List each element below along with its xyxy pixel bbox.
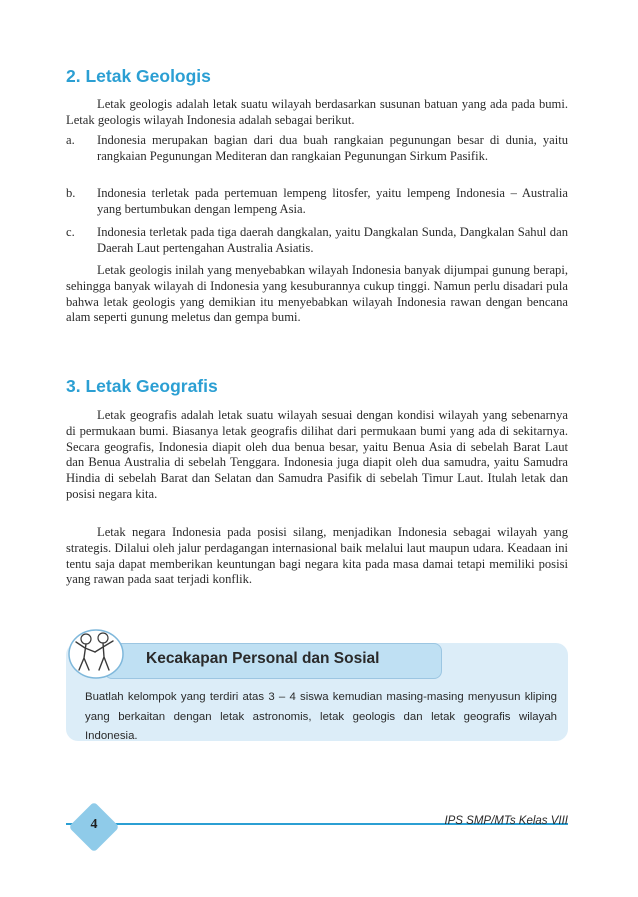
book-title: IPS SMP/MTs Kelas VIII xyxy=(444,815,568,827)
activity-text: Buatlah kelompok yang terdiri atas 3 – 4 siswa kemudian masing-masing menyusun kliping yang berkaitan dengan letak astronomis, letak geologis dan letak geografis wilayah Indonesia. xyxy=(85,691,557,742)
list-item-text: Indonesia terletak pada pertemuan lempeng litosfer, yaitu lempeng Indonesia – Australia yang bertumbukan dengan lempeng Asia. xyxy=(97,186,568,216)
list-marker: a. xyxy=(66,133,75,147)
paragraph-geografis-1: Letak geografis adalah letak suatu wilayah sesuai dengan kondisi wilayah yang sebenarnya di permukaan bumi. Biasanya letak geografis dilihat dari permukaan bumi yang ada di sekitarnya. Secara geografis, Indonesia diapit oleh dua benua besar, yaitu Benua Asia di sebelah Barat Laut dan Benua Australia di sebelah Tenggara. Indonesia juga diapit oleh dua samudra, yaitu Samudra Hindia di sebelah Barat dan Selatan dan Samudra Pasifik di sebelah Timur Laut. Itulah letak dan posisi negara kita. xyxy=(66,408,568,501)
section-heading-letak-geografis: 3. Letak Geografis xyxy=(66,376,218,396)
list-item-c xyxy=(66,225,568,257)
people-icon xyxy=(66,624,124,680)
paragraph-geologis-intro: Letak geologis adalah letak suatu wilayah berdasarkan susunan batuan yang ada pada bumi. Letak geologis wilayah Indonesia adalah sebagai berikut. xyxy=(66,97,568,127)
activity-title: Kecakapan Personal dan Sosial xyxy=(146,650,380,667)
list-item-text: Indonesia terletak pada tiga daerah dangkalan, yaitu Dangkalan Sunda, Dangkalan Sahul dan Daerah Laut pertengahan Australia Asiatis. xyxy=(97,225,568,255)
paragraph-geografis-2: Letak negara Indonesia pada posisi silang, menjadikan Indonesia sebagai wilayah yang strategis. Dilalui oleh jalur perdagangan internasional baik melalui laut maupun udara. Keadaan ini tentu saja dapat memberikan keuntungan bagi negara kita pada masa damai tetapi memiliki posisi yang rawan pada saat terjadi konflik. xyxy=(66,525,568,587)
list-marker: c. xyxy=(66,225,75,239)
section-heading-letak-geologis: 2. Letak Geologis xyxy=(66,66,211,86)
list-marker: b. xyxy=(66,186,76,200)
list-item-a xyxy=(66,133,568,165)
page-number: 4 xyxy=(90,817,98,832)
list-item-text: Indonesia merupakan bagian dari dua buah rangkaian pegunungan besar di dunia, yaitu rangkaian Pegunungan Mediteran dan rangkaian Pegunungan Sirkum Pasifik. xyxy=(97,133,568,163)
paragraph-geologis-closing: Letak geologis inilah yang menyebabkan wilayah Indonesia banyak dijumpai gunung berapi, sehingga banyak wilayah di Indonesia yang kesuburannya cukup tinggi. Namun perlu disadari pula bahwa letak geologis yang demikian itu menyebabkan wilayah Indonesia rawan dengan bencana alam seperti gunung meletus dan gempa bumi. xyxy=(66,263,568,325)
list-item-b xyxy=(66,186,568,218)
